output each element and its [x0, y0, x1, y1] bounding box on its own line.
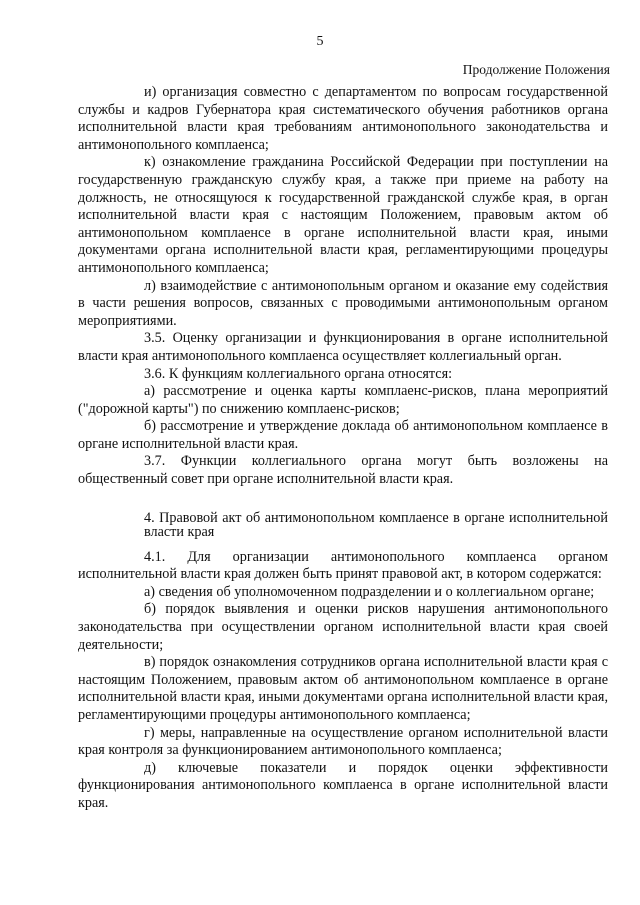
paragraph: 3.5. Оценку организации и функционирования в органе исполнительной власти края антимонопольного комплаенса осуществляет коллегиальный орган. [78, 330, 608, 364]
paragraph: 4.1. Для организации антимонопольного комплаенса органом исполнительной власти края должен быть принят правовой акт, в котором содержатся: [78, 548, 608, 583]
paragraph: г) меры, направленные на осуществление органом исполнительной власти края контроля за функционированием антимонопольного комплаенса; [78, 724, 608, 759]
header-note: Продолжение Положения [462, 62, 610, 77]
paragraph: и) организация совместно с департаментом по вопросам государственной службы и кадров Губернатора края систематического обучения работников органа исполнительной власти края требованиям антимонопольного законодательства и антимонопольного комплаенса; [78, 84, 608, 153]
document-body [78, 84, 608, 813]
paragraph: л) взаимодействие с антимонопольным органом и оказание ему содействия в части решения вопросов, связанных с проводимыми антимонопольным органом мероприятиями. [78, 277, 608, 329]
paragraph: 3.7. Функции коллегиального органа могут быть возложены на общественный совет при органе исполнительной власти края. [78, 453, 608, 488]
paragraph: а) рассмотрение и оценка карты комплаенс-рисков, плана мероприятий ("дорожной карты") по снижению комплаенс-рисков; [78, 383, 608, 417]
section-heading: 4. Правовой акт об антимонопольном комплаенсе в органе исполнительной власти края [144, 509, 608, 540]
paragraph: д) ключевые показатели и порядок оценки эффективности функционирования антимонопольного комплаенса в органе исполнительной власти края. [78, 759, 608, 811]
paragraph: к) ознакомление гражданина Российской Федерации при поступлении на государственную гражданскую службу края, а также при приеме на работу на должность, не относящуюся к государственной гражданской службе края, в орган исполнительной власти края с настоящим Положением, правовым актом об антимонопольном комплаенсе в органе исполнительной власти края, иными документами органа исполнительной власти края, регламентирующими процедуры антимонопольного комплаенса; [78, 154, 608, 276]
paragraph: б) рассмотрение и утверждение доклада об антимонопольном комплаенсе в органе исполнительной власти края. [78, 418, 608, 452]
page-number: 5 [316, 34, 324, 49]
paragraph: 3.6. К функциям коллегиального органа относятся: [144, 365, 453, 382]
paragraph: в) порядок ознакомления сотрудников органа исполнительной власти края с настоящим Положением, правовым актом об антимонопольном комплаенсе в органе исполнительной власти края, иными документами органа исполнительной власти края, регламентирующими процедуры антимонопольного комплаенса; [78, 654, 608, 723]
paragraph: а) сведения об уполномоченном подразделении и о коллегиальном органе; [144, 583, 595, 600]
paragraph: б) порядок выявления и оценки рисков нарушения антимонопольного законодательства при осуществлении органом исполнительной власти края своей деятельности; [78, 601, 608, 653]
